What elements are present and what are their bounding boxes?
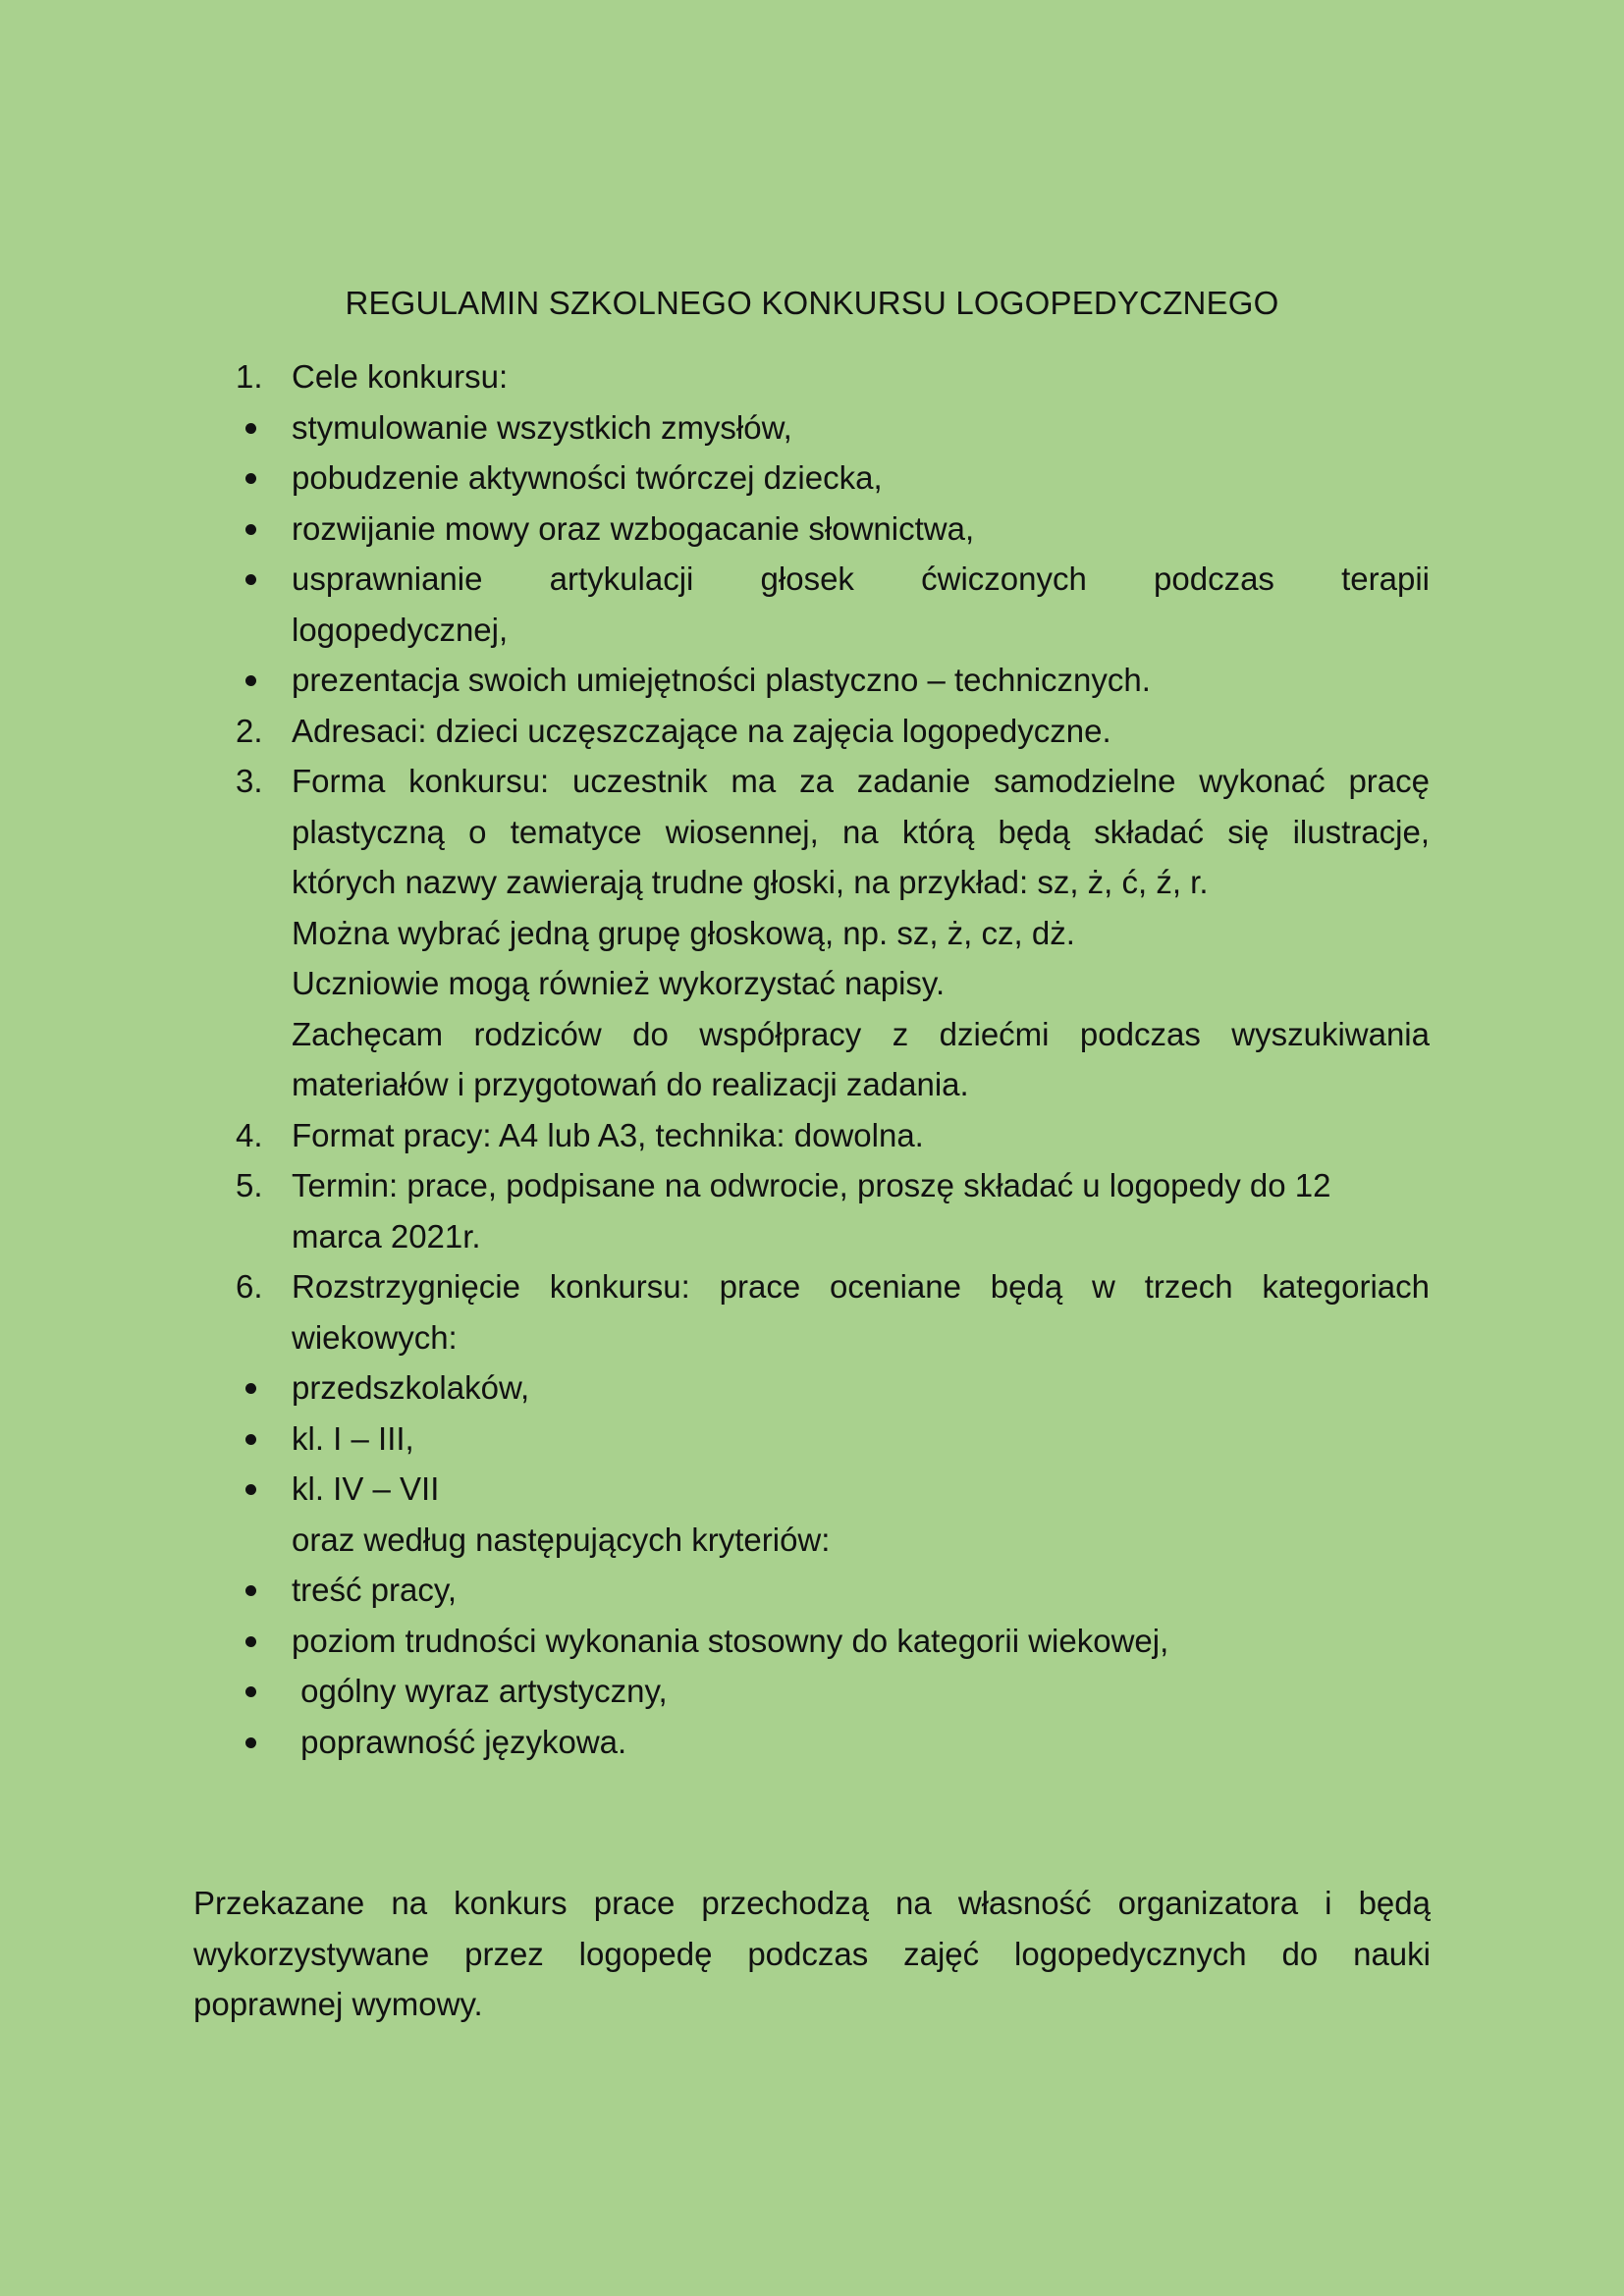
item-text-line: kl. I – III, [292, 1419, 414, 1457]
document-title: REGULAMIN SZKOLNEGO KONKURSU LOGOPEDYCZNEGO [345, 285, 1279, 321]
numbered-item [236, 756, 1430, 908]
bullet-icon [245, 1383, 256, 1394]
bullet-icon [245, 1686, 256, 1697]
item-text-line: Format pracy: A4 lub A3, technika: dowolna. [292, 1116, 924, 1153]
bullet-item [236, 655, 1430, 706]
bullet-item [236, 402, 1430, 454]
bullet-item [236, 554, 1430, 655]
bullet-icon [245, 1737, 256, 1748]
bullet-icon [245, 1434, 256, 1445]
numbered-item [236, 351, 1430, 402]
rules-list [236, 351, 1430, 1767]
bullet-item [236, 1717, 1430, 1768]
item-text-line: usprawnianie artykulacji głosek ćwiczonych podczas terapii [292, 561, 1430, 597]
item-text-line: treść pracy, [292, 1572, 458, 1608]
item-text-line: Forma konkursu: uczestnik ma za zadanie samodzielne wykonać pracę [292, 763, 1430, 799]
bullet-icon [245, 1484, 256, 1495]
item-number: 1. [236, 358, 263, 395]
item-text-line: których nazwy zawierają trudne głoski, na przykład: sz, ż, ć, ź, r. [292, 864, 1209, 900]
item-text-line: kl. IV – VII [292, 1470, 440, 1507]
item-text-line: plastyczną o tematyce wiosennej, na którą będą składać się ilustracje, [292, 813, 1430, 850]
item-number: 2. [236, 712, 263, 749]
item-text-line: Rozstrzygnięcie konkursu: prace oceniane będą w trzech kategoriach [292, 1268, 1430, 1305]
item-number: 4. [236, 1116, 263, 1153]
item-text-line: przedszkolaków, [292, 1369, 530, 1406]
item-text-line: poprawność językowa. [292, 1723, 627, 1760]
item-text-line: Adresaci: dzieci uczęszczające na zajęcia logopedyczne. [292, 712, 1111, 749]
item-text-line: Termin: prace, podpisane na odwrocie, proszę składać u logopedy do 12 [292, 1167, 1331, 1203]
list-continuation [236, 1515, 1430, 1566]
item-text-line: stymulowanie wszystkich zmysłów, [292, 408, 792, 446]
item-number: 6. [236, 1268, 263, 1305]
item-text-line: marca 2021r. [292, 1217, 481, 1255]
bullet-icon [245, 524, 256, 535]
numbered-item [236, 1110, 1430, 1161]
item-text-line: materiałów i przygotowań do realizacji zadania. [292, 1066, 969, 1102]
bullet-item [236, 1464, 1430, 1515]
item-text-line: Można wybrać jedną grupę głoskową, np. sz, ż, cz, dż. [292, 914, 1075, 951]
list-continuation [236, 908, 1430, 959]
bullet-item [236, 1666, 1430, 1717]
item-text-line: poziom trudności wykonania stosowny do kategorii wiekowej, [292, 1622, 1169, 1659]
item-text-line: pobudzenie aktywności twórczej dziecka, [292, 459, 883, 496]
bullet-icon [245, 675, 256, 686]
footer-text-line: wykorzystywane przez logopedę podczas zajęć logopedycznych do nauki [193, 1935, 1431, 1972]
bullet-icon [245, 574, 256, 585]
numbered-item [236, 1261, 1430, 1362]
item-text-line: logopedycznej, [292, 611, 509, 648]
bullet-item [236, 1565, 1430, 1616]
item-text-line: rozwijanie mowy oraz wzbogacanie słownictwa, [292, 509, 975, 547]
bullet-icon [245, 473, 256, 484]
item-text-line: wiekowych: [292, 1318, 458, 1356]
bullet-icon [245, 1585, 256, 1596]
list-continuation [236, 1009, 1430, 1110]
item-text-line: ogólny wyraz artystyczny, [292, 1673, 668, 1709]
bullet-item [236, 504, 1430, 555]
bullet-item [236, 1362, 1430, 1414]
numbered-item [236, 1160, 1430, 1261]
bullet-icon [245, 423, 256, 434]
bullet-item [236, 453, 1430, 504]
item-text-line: Zachęcam rodziców do współpracy z dziećmi podczas wyszukiwania [292, 1015, 1430, 1052]
bullet-icon [245, 1636, 256, 1647]
item-number: 3. [236, 763, 263, 799]
item-number: 5. [236, 1167, 263, 1203]
item-text-line: oraz według następujących kryteriów: [292, 1521, 831, 1558]
numbered-item [236, 706, 1430, 757]
footer-text-line: Przekazane na konkurs prace przechodzą na własność organizatora i będą [193, 1885, 1431, 1921]
item-text-line: Cele konkursu: [292, 358, 509, 395]
footer-text-line: poprawnej wymowy. [193, 1986, 483, 2022]
list-continuation [236, 958, 1430, 1009]
item-text-line: Uczniowie mogą również wykorzystać napisy. [292, 965, 946, 1001]
bullet-item [236, 1414, 1430, 1465]
footer-paragraph [193, 1878, 1431, 2030]
bullet-item [236, 1616, 1430, 1667]
item-text-line: prezentacja swoich umiejętności plastyczno – technicznych. [292, 662, 1151, 698]
